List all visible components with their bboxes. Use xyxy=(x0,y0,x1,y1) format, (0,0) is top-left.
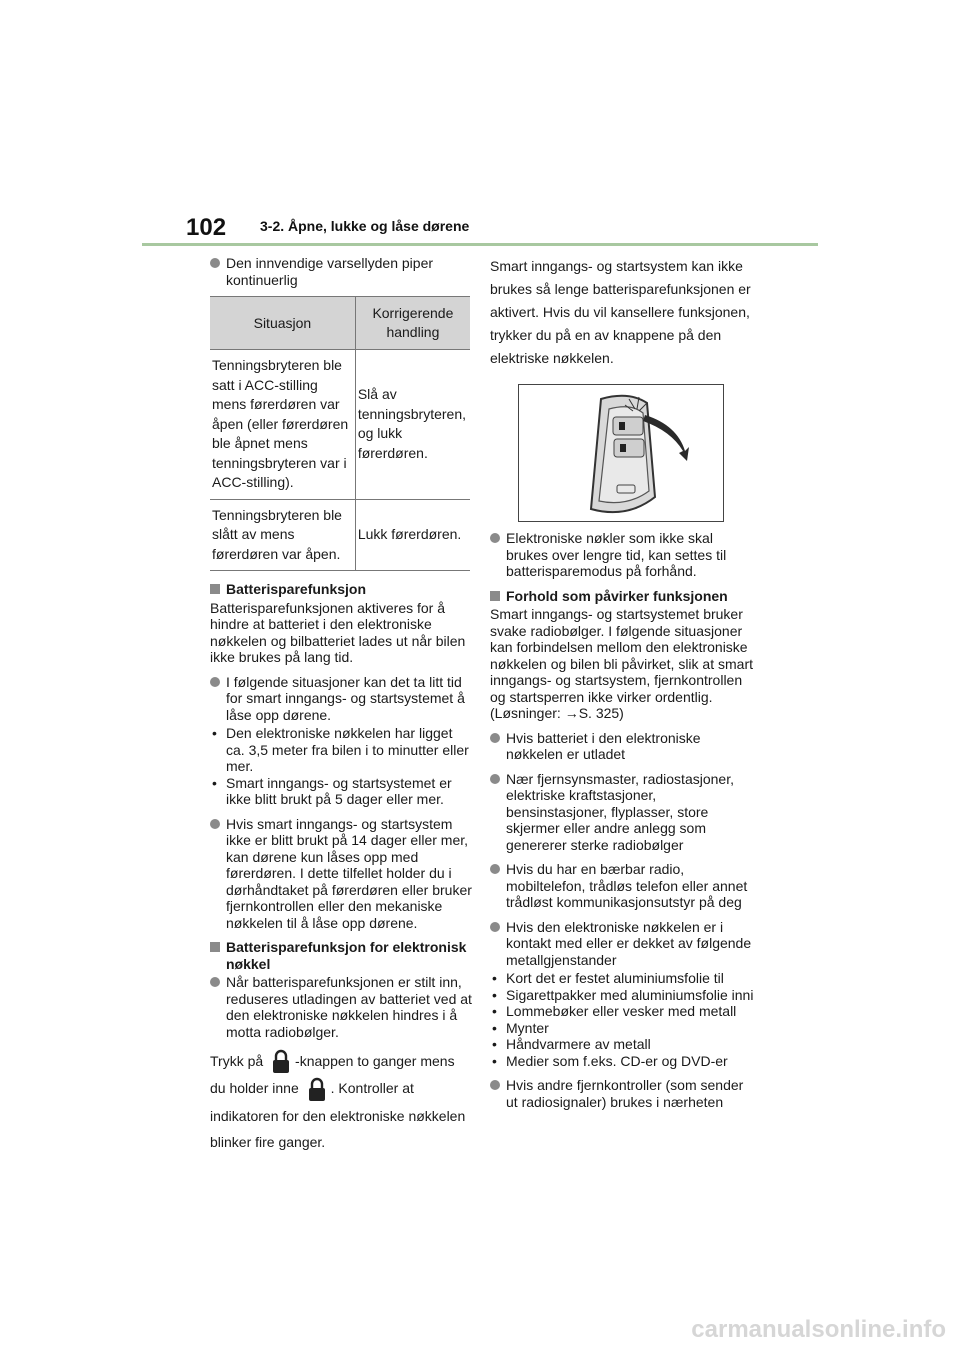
bullet-text: Hvis batteriet i den elektroniske nøkkelen er utladet xyxy=(506,729,701,762)
list-item xyxy=(490,771,756,854)
heading-square-icon xyxy=(490,591,500,601)
bullet-text: Hvis den elektroniske nøkkelen er i kontakt med eller er dekket av følgende metallgjenstander xyxy=(506,918,752,968)
conditions-intro: Smart inngangs- og startsystemet bruker svake radiobølger. I følgende situasjoner kan forbindelsen mellom den elektroniske nøkkelen og bilen bli påvirket, slik at smart inngangs- og startsystem, fjernkontrollen og startsperren ikke virker ordentlig. (Løsninger: →S. 325) xyxy=(490,606,753,721)
list-item-text: Den elektroniske nøkkelen har ligget ca. 3,5 meter fra bilen i to minutter eller mer. xyxy=(226,725,469,774)
situation-table xyxy=(210,296,470,571)
list-item-text: Medier som f.eks. CD-er og DVD-er xyxy=(506,1052,728,1069)
battery-saver-intro: Batterisparefunksjonen aktiveres for å hindre at batteriet i den elektroniske nøkkelen og bilbatteriet lades ut når bilen ikke brukes på lang tid. xyxy=(210,599,466,665)
left-column xyxy=(210,255,472,1167)
bullet-dot-icon xyxy=(490,922,500,932)
bullet-text: Hvis andre fjernkontroller (som sender ut radiosignaler) brukes i nærheten xyxy=(506,1077,744,1110)
table-row xyxy=(210,350,470,500)
table-header-row xyxy=(210,297,470,350)
heading-text: Forhold som påvirker funksjonen xyxy=(506,587,728,604)
list-item xyxy=(490,861,756,911)
bullet-text: Hvis du har en bærbar radio, mobiltelefon, trådløs telefon eller annet trådløst kommunikasjonsutstyr på deg xyxy=(506,861,748,910)
cell-situation: Tenningsbryteren ble slått av mens førerdøren var åpen. xyxy=(210,499,355,571)
list-item: • Smart inngangs- og startsystemet er ikke blitt brukt på 5 dager eller mer. xyxy=(212,774,452,807)
heading-text: Batterisparefunksjon xyxy=(226,581,367,597)
list-item: • Mynter xyxy=(492,1019,549,1036)
list-item xyxy=(490,730,756,763)
bullet-dot-icon xyxy=(210,258,220,268)
bullet-delay xyxy=(210,674,472,724)
list-item-text: Sigarettpakker med aluminiumsfolie inni xyxy=(506,986,754,1003)
bullet-dot-icon xyxy=(490,533,500,543)
electronic-key-icon xyxy=(519,385,723,521)
instruction-text: -knappen to ganger mens du holder inne xyxy=(210,1053,455,1097)
list-item-text: Håndvarmere av metall xyxy=(506,1036,651,1052)
heading-conditions xyxy=(490,588,756,605)
list-item xyxy=(490,1077,756,1110)
bullet-dot-icon xyxy=(210,977,220,987)
heading-battery-saver xyxy=(210,581,472,598)
list-item: • Lommebøker eller vesker med metall xyxy=(492,1003,737,1019)
list-item xyxy=(490,919,756,969)
bullet-text: I følgende situasjoner kan det ta litt tid for smart inngangs- og startsystemet å låse opp dørene. xyxy=(226,673,465,723)
bullet-dot-icon xyxy=(490,1080,500,1090)
bullet-text: Hvis smart inngangs- og startsystem ikke er blitt brukt på 14 dager eller mer, kan dørene kun låses opp med førerdøren. I dette tilfellet holder du i dørhåndtaket på førerdøren eller bruker fjernkontrollen eller den mekaniske nøkkelen til å låse opp dørene. xyxy=(226,815,472,931)
list-item-text: Smart inngangs- og startsystemet er ikke blitt brukt på 5 dager eller mer. xyxy=(226,774,452,807)
header-situation: Situasjon xyxy=(210,297,355,350)
list-item: • Kort det er festet aluminiumsfolie til xyxy=(492,970,724,986)
heading-text: Batterisparefunksjon for elektronisk nøkkel xyxy=(226,939,467,972)
bullet-interior-buzzer xyxy=(210,255,472,288)
page-number: 102 xyxy=(186,214,227,241)
list-item-text: Lommebøker eller vesker med metall xyxy=(506,1003,737,1019)
list-item: • Den elektroniske nøkkelen har ligget ca. 3,5 meter fra bilen i to minutter eller mer. xyxy=(212,725,469,774)
bullet-unused-keys xyxy=(490,530,756,580)
header-action: Korrigerende handling xyxy=(355,297,470,350)
instruction-text: Trykk på xyxy=(210,1053,264,1069)
right-column xyxy=(490,255,756,1118)
bullet-dot-icon xyxy=(490,774,500,784)
bullet-dot-icon xyxy=(210,819,220,829)
heading-square-icon xyxy=(210,584,220,594)
table-row xyxy=(210,499,470,571)
cell-action: Lukk førerdøren. xyxy=(355,499,470,571)
list-item-text: Kort det er festet aluminiumsfolie til xyxy=(506,970,724,986)
list-item-text: Mynter xyxy=(506,1019,549,1036)
list-item: • Sigarettpakker med aluminiumsfolie inni xyxy=(492,986,754,1003)
bullet-14-days xyxy=(210,816,472,932)
bullet-dot-icon xyxy=(490,733,500,743)
section-title: 3-2. Åpne, lukke og låse dørene xyxy=(260,218,470,234)
heading-key-battery-saver xyxy=(210,939,472,972)
watermark: carmanualsonline.info xyxy=(691,1316,946,1343)
delay-conditions xyxy=(210,725,472,808)
bullet-text: Når batterisparefunksjonen er stilt inn, reduseres utladingen av batteriet ved at den elektroniske nøkkelen hindres i å motta radiobølger. xyxy=(226,974,472,1040)
heading-square-icon xyxy=(210,942,220,952)
bullet-text: Nær fjernsynsmaster, radiostasjoner, elektriske kraftstasjoner, bensinstasjoner, flyplasser, store skjermer eller andre anlegg som genererer sterke radiobølger xyxy=(506,770,734,853)
metal-objects-list xyxy=(490,970,756,1069)
list-item: • Håndvarmere av metall xyxy=(492,1036,651,1052)
instruction-text: . Kontroller at indikatoren for den elektroniske nøkkelen blinker fire ganger. xyxy=(210,1080,466,1150)
bullet-key-saver xyxy=(210,974,472,1040)
press-instruction xyxy=(210,1048,472,1155)
header-divider xyxy=(142,243,818,246)
lock-icon xyxy=(271,1049,291,1075)
key-illustration xyxy=(518,384,724,522)
cell-situation: Tenningsbryteren ble satt i ACC-stilling mens førerdøren var åpen (eller førerdøren ble åpnet mens tenningsbryteren var i ACC-stilling). xyxy=(210,350,355,500)
lock-icon xyxy=(307,1077,327,1103)
bullet-text: Elektroniske nøkler som ikke skal brukes over lengre tid, kan settes til batterisparemodus på forhånd. xyxy=(506,530,727,579)
bullet-dot-icon xyxy=(490,864,500,874)
cell-action: Slå av tenningsbryteren, og lukk førerdøren. xyxy=(355,350,470,500)
list-item: • Medier som f.eks. CD-er og DVD-er xyxy=(492,1052,728,1069)
bullet-dot-icon xyxy=(210,677,220,687)
bullet-text: Den innvendige varsellyden piper kontinuerlig xyxy=(226,255,434,288)
cancel-intro: Smart inngangs- og startsystem kan ikke brukes så lenge batterisparefunksjonen er aktivert. Hvis du vil kansellere funksjonen, trykker du på en av knappene på den elektriske nøkkelen. xyxy=(490,258,751,366)
